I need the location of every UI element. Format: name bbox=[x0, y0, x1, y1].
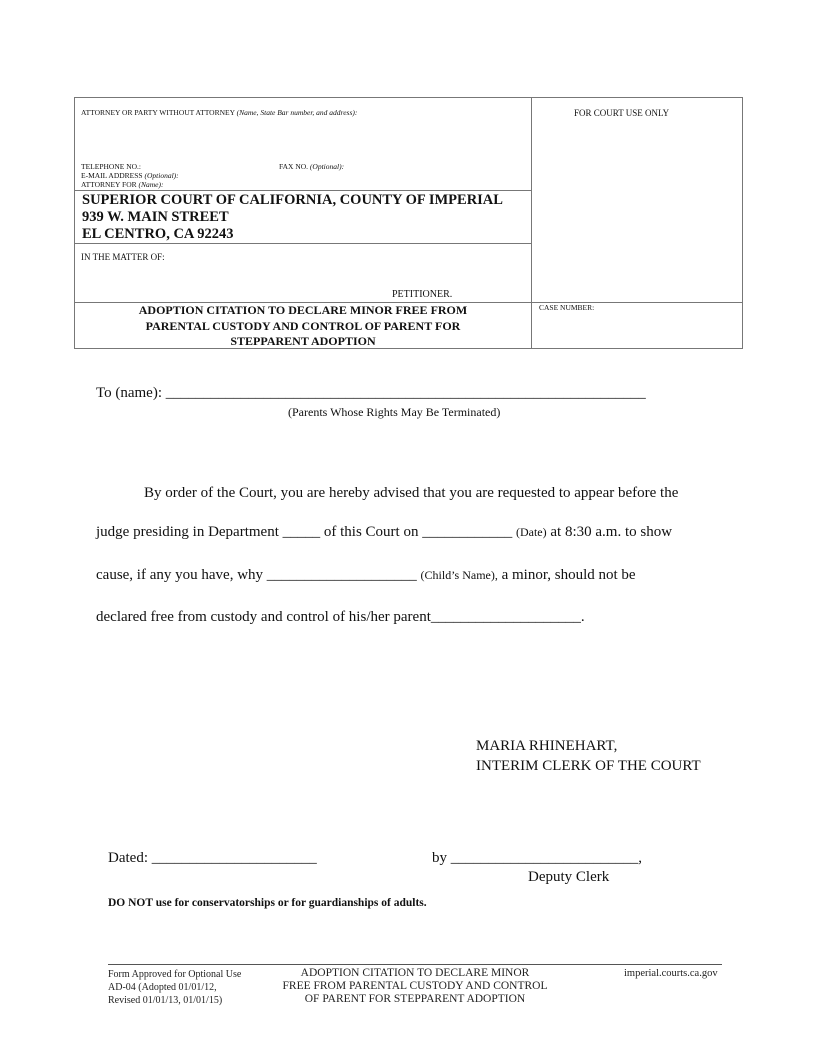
attorney-hint: (Name, State Bar number, and address): bbox=[236, 108, 358, 117]
to-name-label: To (name): bbox=[96, 385, 163, 401]
footer-title-line: FREE FROM PARENTAL CUSTODY AND CONTROL bbox=[282, 980, 548, 992]
body-line-2 bbox=[96, 524, 672, 541]
dated-line bbox=[108, 850, 317, 867]
footer-title-line: OF PARENT FOR STEPPARENT ADOPTION bbox=[304, 993, 526, 1005]
form-title-line: ADOPTION CITATION TO DECLARE MINOR FREE FROM bbox=[138, 303, 468, 317]
form-title bbox=[74, 303, 532, 350]
matter-label: IN THE MATTER OF: bbox=[81, 252, 165, 262]
form-number: AD-04 (Adopted 01/01/12, bbox=[108, 982, 217, 993]
attorney-for-label: ATTORNEY FOR bbox=[81, 180, 137, 189]
footer-title-line: ADOPTION CITATION TO DECLARE MINOR bbox=[300, 967, 530, 979]
clerk-title: INTERIM CLERK OF THE COURT bbox=[476, 758, 701, 774]
fax-field[interactable] bbox=[279, 162, 344, 171]
attorney-label: ATTORNEY OR PARTY WITHOUT ATTORNEY bbox=[81, 108, 235, 117]
notice-emphasis: DO NOT bbox=[108, 897, 153, 909]
fax-hint: (Optional): bbox=[309, 162, 345, 171]
time-text: at 8:30 a.m. to show bbox=[550, 524, 673, 540]
website-link[interactable]: imperial.courts.ca.gov bbox=[624, 968, 718, 979]
fax-label: FAX NO. bbox=[279, 162, 309, 171]
court-street: 939 W. MAIN STREET bbox=[82, 209, 229, 225]
notice-text: use for conservatorships or for guardianships of adults. bbox=[155, 897, 427, 909]
body-line-1: By order of the Court, you are hereby advised that you are requested to appear before the bbox=[144, 485, 679, 501]
form-revised: Revised 01/01/13, 01/01/15) bbox=[108, 995, 223, 1006]
deputy-signature-field[interactable]: _________________________, bbox=[450, 850, 642, 866]
notice bbox=[108, 897, 427, 909]
attorney-for-hint: (Name): bbox=[138, 180, 164, 189]
dated-field[interactable]: ______________________ bbox=[151, 850, 317, 866]
footer-rule bbox=[108, 964, 722, 965]
form-title-line: STEPPARENT ADOPTION bbox=[230, 334, 376, 348]
to-name-line bbox=[96, 385, 646, 402]
attorney-for-field[interactable] bbox=[81, 180, 164, 189]
child-name-sublabel: (Child’s Name), bbox=[420, 568, 498, 582]
to-name-field[interactable]: ________________________________________________________________ bbox=[165, 385, 646, 401]
case-number-label: CASE NUMBER: bbox=[539, 303, 595, 312]
email-field[interactable] bbox=[81, 171, 179, 180]
email-label: E-MAIL ADDRESS bbox=[81, 171, 143, 180]
footer-left bbox=[108, 968, 241, 1007]
to-name-sublabel: (Parents Whose Rights May Be Terminated) bbox=[288, 405, 501, 419]
clerk-name: MARIA RHINEHART, bbox=[476, 738, 618, 754]
body-line-4[interactable]: declared free from custody and control of his/her parent____________________. bbox=[96, 609, 585, 625]
telephone-label: TELEPHONE NO.: bbox=[81, 162, 141, 171]
minor-text: a minor, should not be bbox=[501, 567, 636, 583]
deputy-clerk-label: Deputy Clerk bbox=[528, 869, 610, 885]
form-approval: Form Approved for Optional Use bbox=[108, 969, 242, 980]
attorney-field[interactable] bbox=[81, 108, 357, 117]
child-name-text[interactable]: cause, if any you have, why ____________________ bbox=[96, 567, 417, 583]
footer-title bbox=[262, 967, 568, 1006]
by-label: by bbox=[432, 850, 447, 866]
email-hint: (Optional): bbox=[144, 171, 179, 180]
caption-rule bbox=[74, 243, 532, 244]
court-city: EL CENTRO, CA 92243 bbox=[82, 226, 234, 242]
court-name: SUPERIOR COURT OF CALIFORNIA, COUNTY OF IMPERIAL bbox=[82, 192, 503, 208]
date-sublabel: (Date) bbox=[515, 525, 547, 539]
court-use-label: FOR COURT USE ONLY bbox=[574, 108, 670, 118]
petitioner-label: PETITIONER. bbox=[392, 289, 453, 300]
body-line-3 bbox=[96, 567, 636, 584]
form-title-line: PARENTAL CUSTODY AND CONTROL OF PARENT FOR bbox=[145, 318, 461, 333]
caption-rule bbox=[74, 190, 532, 191]
by-line bbox=[432, 850, 642, 867]
dated-label: Dated: bbox=[108, 850, 148, 866]
department-date-text[interactable]: judge presiding in Department _____ of this Court on ____________ bbox=[96, 524, 513, 540]
